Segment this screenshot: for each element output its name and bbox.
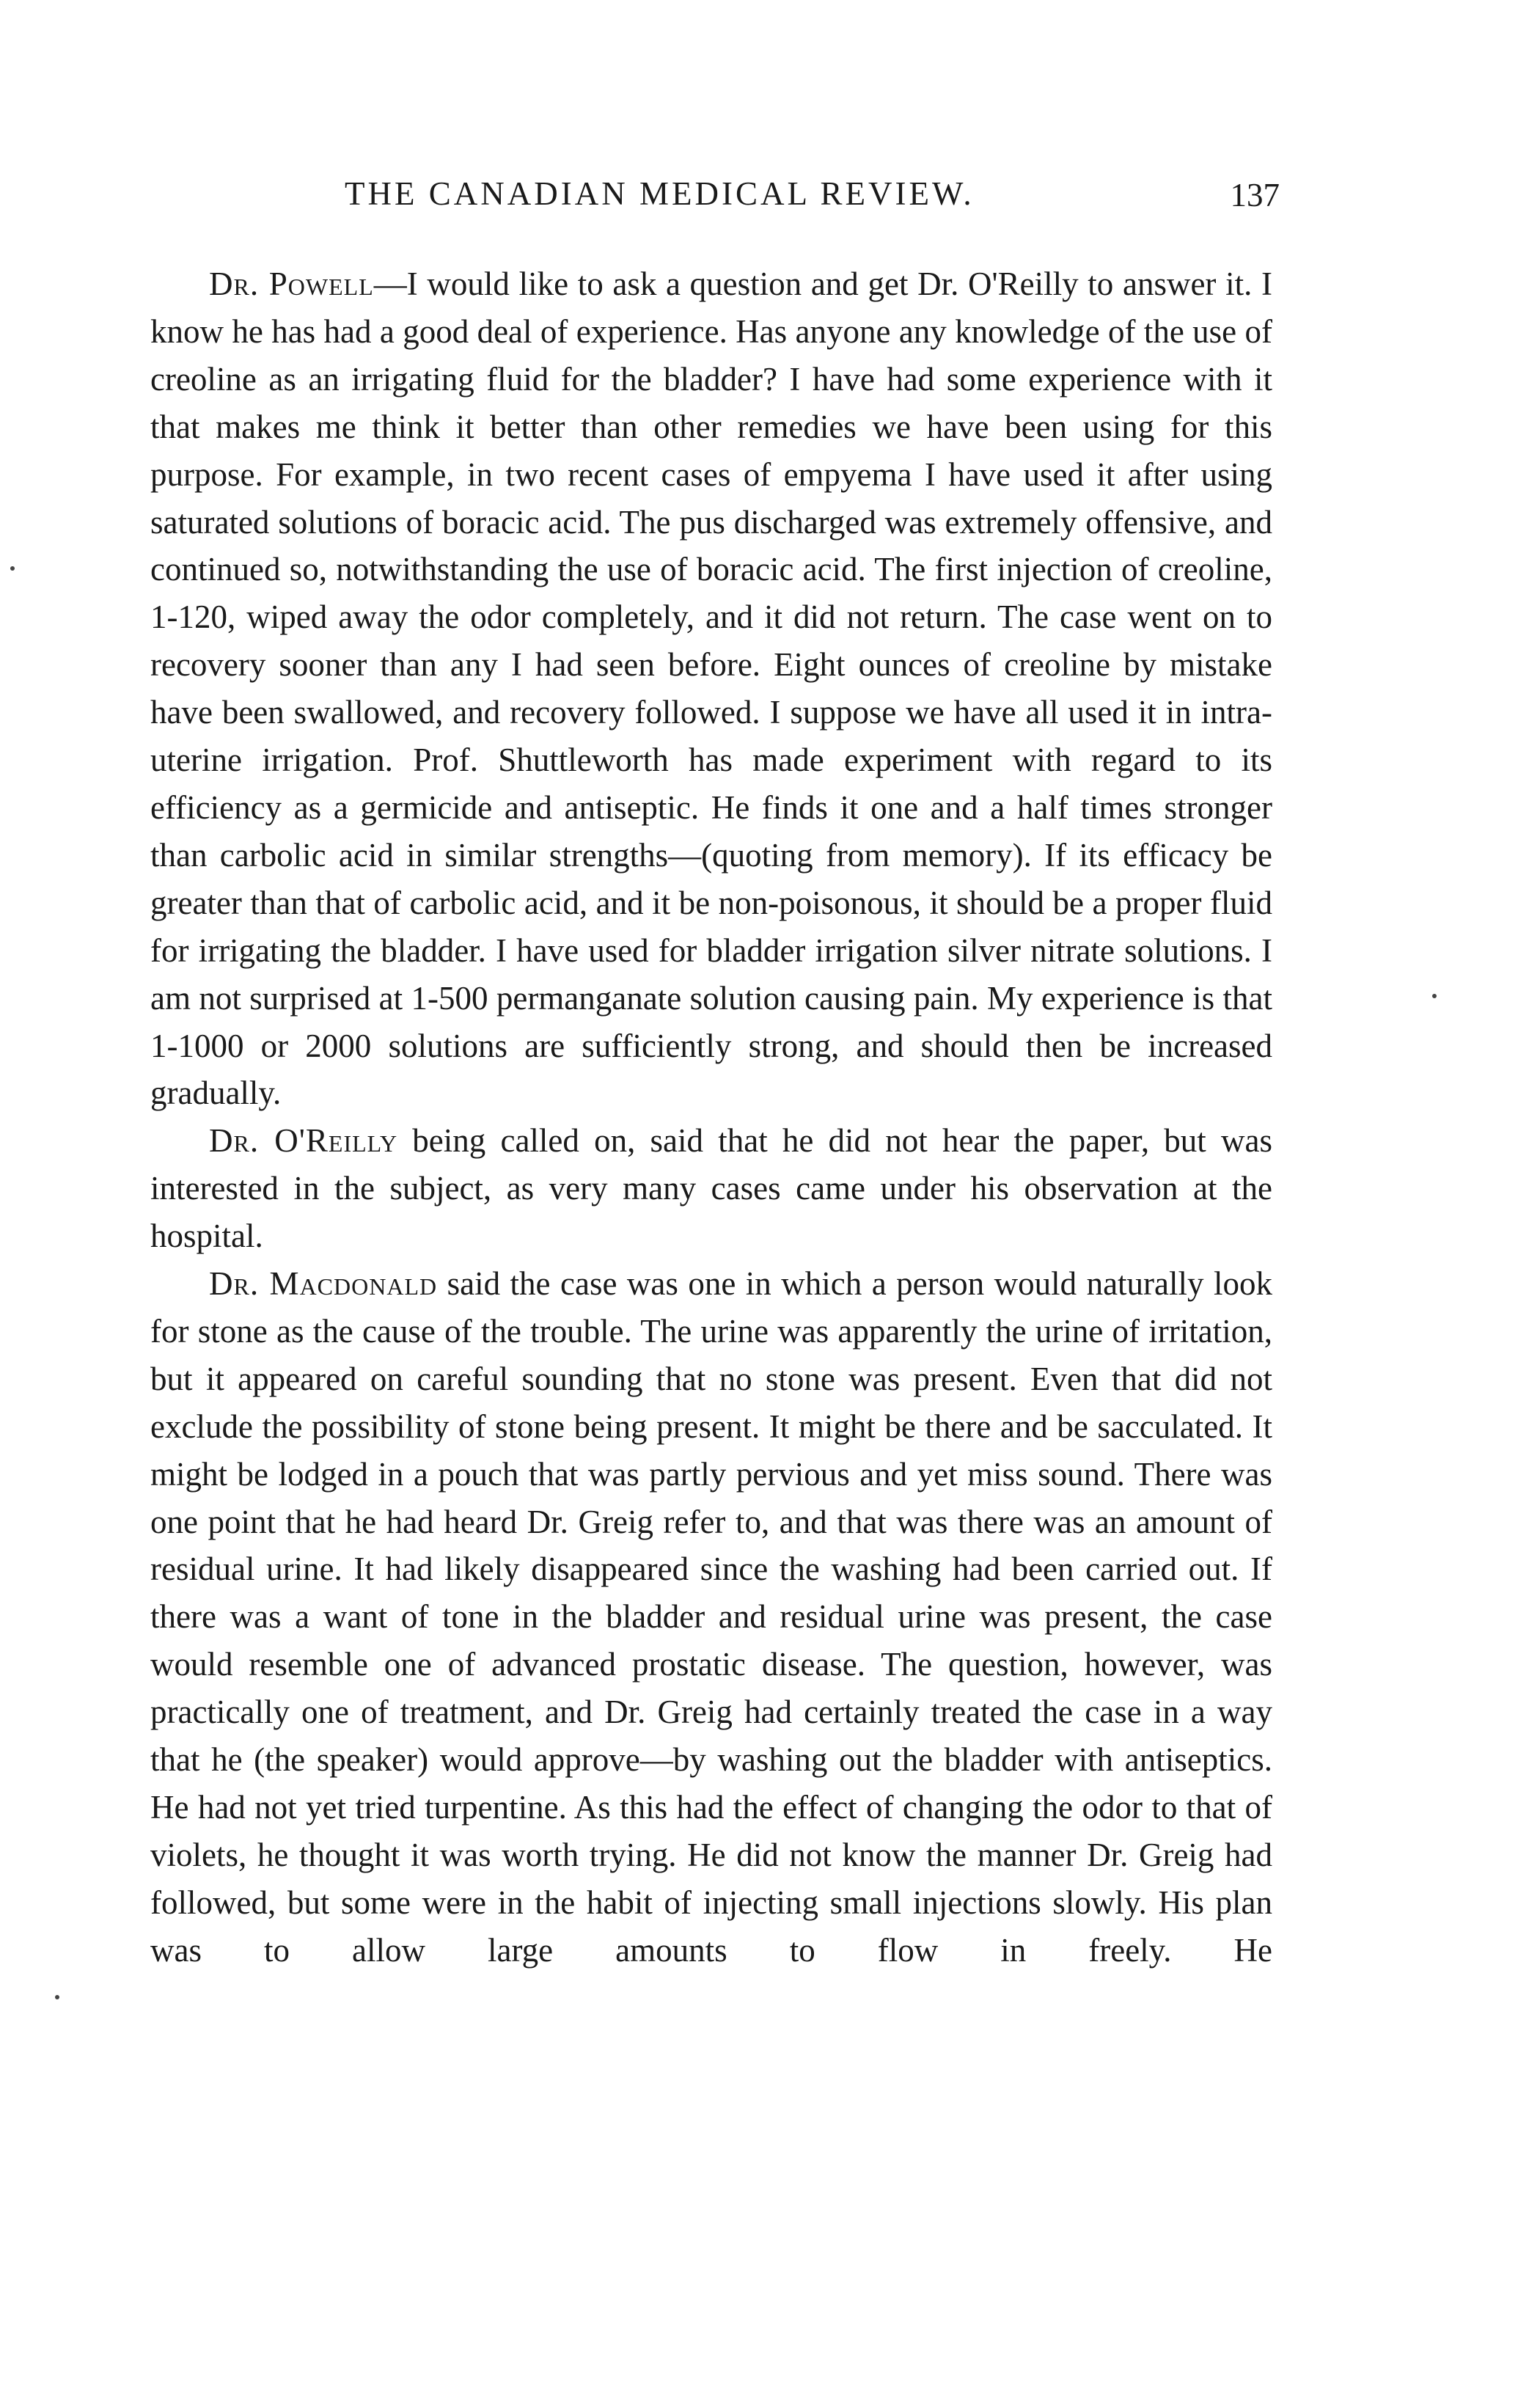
margin-speck [1432,994,1437,998]
body-text [150,260,1272,1974]
paragraph-text: —I would like to ask a question and get Dr. O'Reilly to answer it. I know he has had a good deal of experience. Has anyone any knowledge of the use of creoline as an irrigating fluid for the bladder? I have had some experience with it that makes me think it better than other remedies we have been using for this purpose. For example, in two recent cases of empyema I have used it after using saturated solutions of boracic acid. The pus discharged was extremely offensive, and continued so, notwithstanding the use of boracic acid. The first injection of creoline, 1-120, wiped away the odor completely, and it did not return. The case went on to recovery sooner than any I had seen before. Eight ounces of creoline by mistake have been swallowed, and recovery followed. I suppose we have all used it in intra-uterine irrigation. Prof. Shuttleworth has made experiment with regard to its efficiency as a germicide and antiseptic. He finds it one and a half times stronger than carbolic acid in similar strengths—(quoting from memory). If its efficacy be greater than that of carbolic acid, and it be non-poisonous, it should be a proper fluid for irrigating the bladder. I have used for bladder irrigation silver nitrate solutions. I am not surprised at 1-500 permanganate solution causing pain. My experience is that 1-1000 or 2000 solutions are sufficiently strong, and should then be increased gradually. [150,266,1272,1112]
paragraph-text: said the case was one in which a person would naturally look for stone as the cause of the trouble. The urine was apparently the urine of irritation, but it appeared on careful sounding that no stone was present. Even that did not exclude the possibility of stone being present. It might be there and be sacculated. It might be lodged in a pouch that was partly pervious and yet miss sound. There was one point that he had heard Dr. Greig refer to, and that was there was an amount of residual urine. It had likely disappeared since the washing had been carried out. If there was a want of tone in the bladder and residual urine was present, the case would resemble one of advanced prostatic disease. The question, however, was practically one of treatment, and Dr. Greig had certainly treated the case in a way that he (the speaker) would approve—by washing out the bladder with antiseptics. He had not yet tried turpentine. As this had the effect of changing the odor to that of violets, he thought it was worth trying. He did not know the manner Dr. Greig had followed, but some were in the habit of injecting small injections slowly. His plan was to allow large amounts to flow in freely. He [150,1265,1272,1969]
paragraph-macdonald [150,1260,1272,1974]
margin-speck [10,566,15,571]
speaker-name: Dr. Powell [209,266,374,302]
speaker-name: Dr. Macdonald [209,1265,438,1303]
paragraph-text: being called on, said that he did not hear the paper, but was interested in the subject, as very many cases came under his observation at the hospital. [150,1122,1272,1255]
paragraph-oreilly [150,1117,1272,1260]
paragraph-powell [150,260,1272,1117]
page-number: 137 [1230,177,1280,213]
speaker-name: Dr. O'Reilly [209,1122,398,1160]
margin-speck [55,1995,59,1999]
running-title: THE CANADIAN MEDICAL REVIEW. [345,175,975,212]
